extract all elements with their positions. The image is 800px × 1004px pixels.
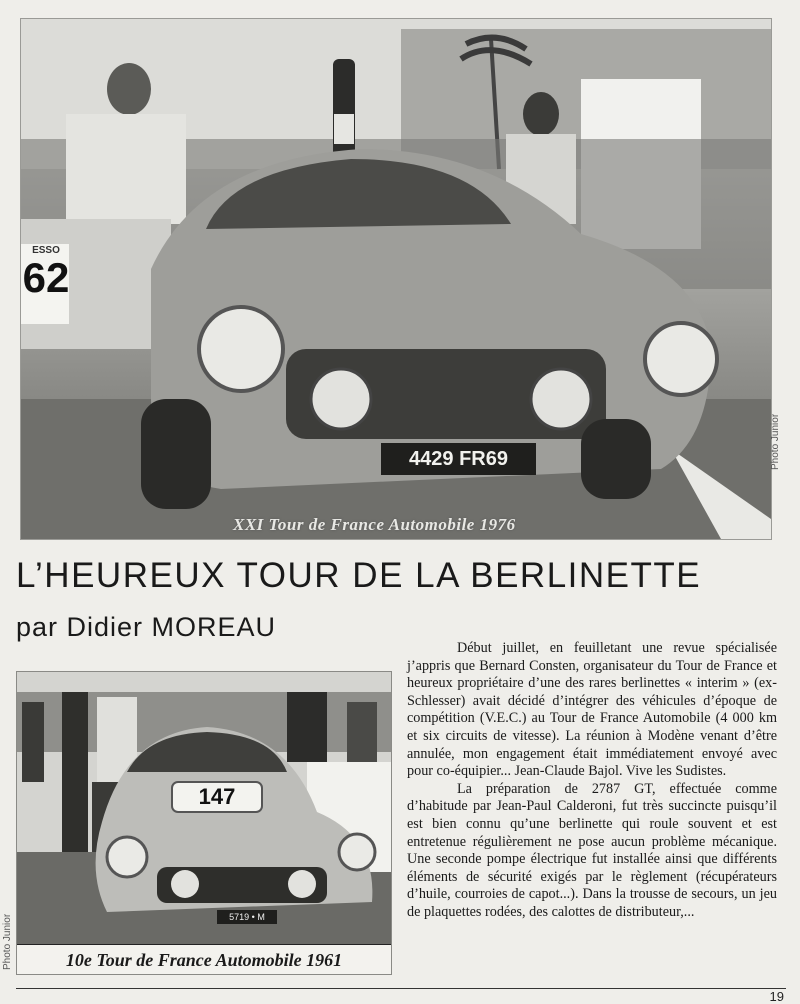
top-photo xyxy=(20,18,772,540)
bottom-photo-credit: Photo Junior xyxy=(2,913,13,970)
car-number-plate-62 xyxy=(23,245,69,323)
top-photo-caption: XXI Tour de France Automobile 1976 xyxy=(233,515,516,534)
article-paragraph: Début juillet, en feuilletant une revue spécialisée j’appris que Bernard Consten, organisateur du Tour de France et heureux propriétaire d’une des rares berlinettes « interim » (ex-Schlesser) avait décidé d’intégrer des véhicules d’époque de compétition (V.E.C.) au Tour de France Automobile (4 000 km et six circuits de vitesse). La réunion à Modène venant d’être annulée, mon engagement était immédiatement envoyé avec pour co-équipier... Jean-Claude Bajol. Vive les Sudistes. xyxy=(407,640,777,780)
car-number: 62 xyxy=(22,254,70,301)
page-number: 19 xyxy=(769,989,784,1004)
sponsor-text: ESSO xyxy=(32,245,60,256)
bottom-photo-caption: 10e Tour de France Automobile 1961 xyxy=(17,944,391,975)
article-headline: L’HEUREUX TOUR DE LA BERLINETTE xyxy=(16,556,702,595)
article-paragraph: La préparation de 2787 GT, effectuée comme d’habitude par Jean-Paul Calderoni, fut très succincte puisqu’il est bien connu qu’une berlinette qui roule souvent et est entretenue régulièrement ne pose aucun problème mécanique. Une seconde pompe électrique fut installée ainsi que différents éléments de sécurité exigés par le règlement (récupérateurs d’huile, courroies de capot...). Dans la trousse de secours, un jeu de plaquettes rodées, des calottes de distributeur,... xyxy=(407,780,777,920)
article-body xyxy=(407,640,777,922)
article-byline: par Didier MOREAU xyxy=(16,612,277,642)
top-photo-credit: Photo Junior xyxy=(770,413,781,470)
car-number-147: 147 xyxy=(198,784,236,809)
license-plate-1961: 5719 • M xyxy=(229,912,265,922)
license-plate: 4429 FR69 xyxy=(409,448,508,470)
bottom-photo xyxy=(16,671,392,975)
footer-rule xyxy=(16,988,786,989)
